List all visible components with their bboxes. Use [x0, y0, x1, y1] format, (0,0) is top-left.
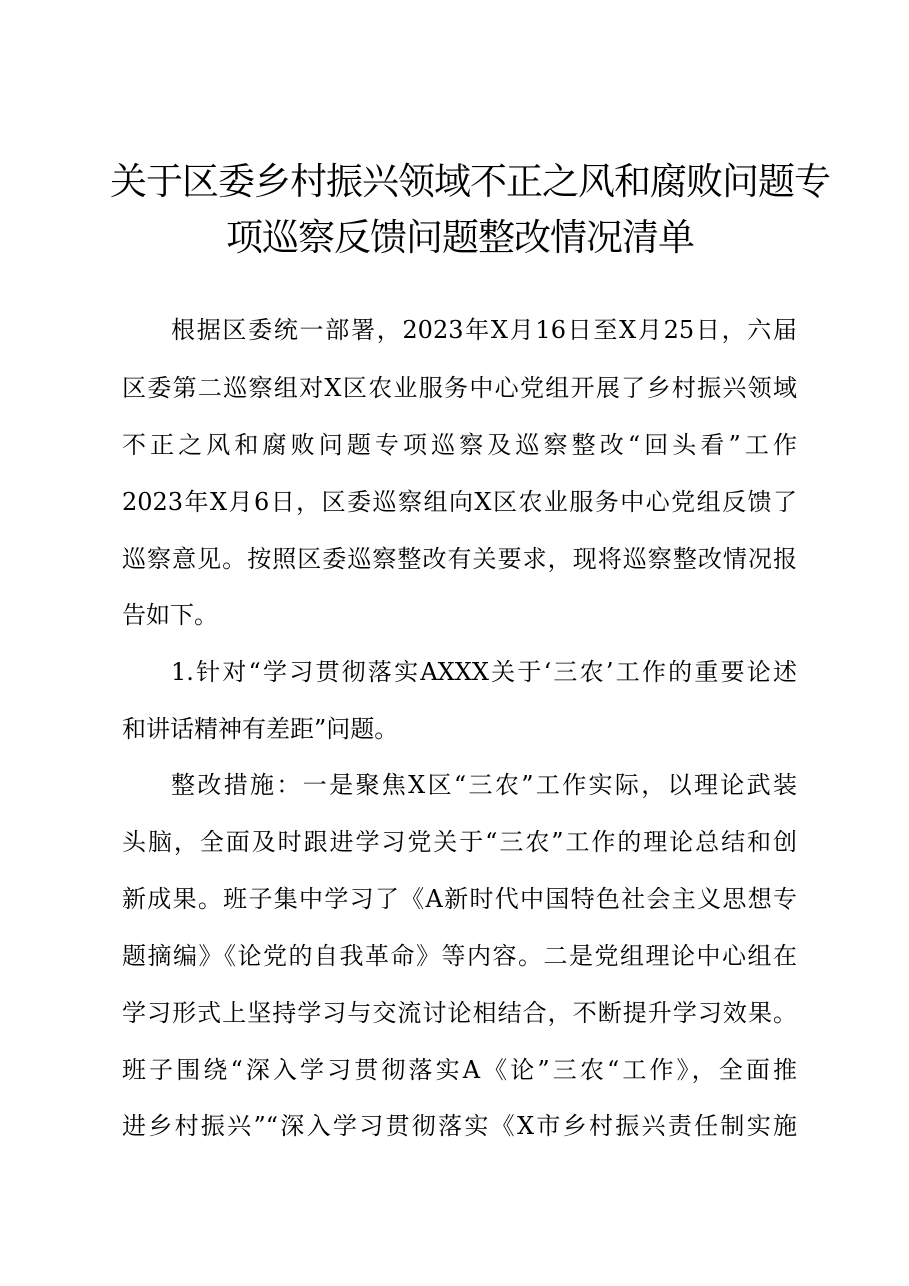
rectification-measures-line: 班子围绕“深入学习贯彻落实A《论”三农“工作》，全面推	[122, 1056, 797, 1084]
intro-paragraph-line: 区委第二巡察组对X区农业服务中心党组开展了乡村振兴领域	[122, 374, 797, 402]
intro-paragraph-line: 巡察意见。按照区委巡察整改有关要求，现将巡察整改情况报	[122, 545, 797, 573]
intro-paragraph-line: 不正之风和腐败问题专项巡察及巡察整改“回头看”工作	[122, 431, 797, 459]
intro-paragraph-line: 2023年X月6日，区委巡察组向X区农业服务中心党组反馈了	[122, 488, 797, 516]
rectification-measures-line: 整改措施：一是聚焦X区“三农”工作实际，以理论武装	[171, 771, 797, 799]
document-title-line-1: 关于区委乡村振兴领域不正之风和腐败问题专	[110, 160, 830, 203]
rectification-measures-line: 进乡村振兴”“深入学习贯彻落实《X市乡村振兴责任制实施	[122, 1112, 797, 1140]
rectification-measures-line: 新成果。班子集中学习了《A新时代中国特色社会主义思想专	[122, 885, 797, 913]
intro-paragraph-line: 告如下。	[122, 601, 218, 629]
intro-paragraph-line: 根据区委统一部署，2023年X月16日至X月25日，六届	[171, 316, 797, 344]
item-1-heading-line: 和讲话精神有差距”问题。	[122, 715, 399, 743]
item-1-heading-line: 1.针对“学习贯彻落实AXXX关于‘三农’工作的重要论述	[171, 658, 797, 686]
rectification-measures-line: 头脑，全面及时跟进学习党关于“三农”工作的理论总结和创	[122, 828, 797, 856]
rectification-measures-line: 题摘编》《论党的自我革命》等内容。二是党组理论中心组在	[122, 942, 797, 970]
document-title-line-2: 项巡察反馈问题整改情况清单	[226, 216, 694, 259]
rectification-measures-line: 学习形式上坚持学习与交流讨论相结合，不断提升学习效果。	[122, 999, 797, 1027]
